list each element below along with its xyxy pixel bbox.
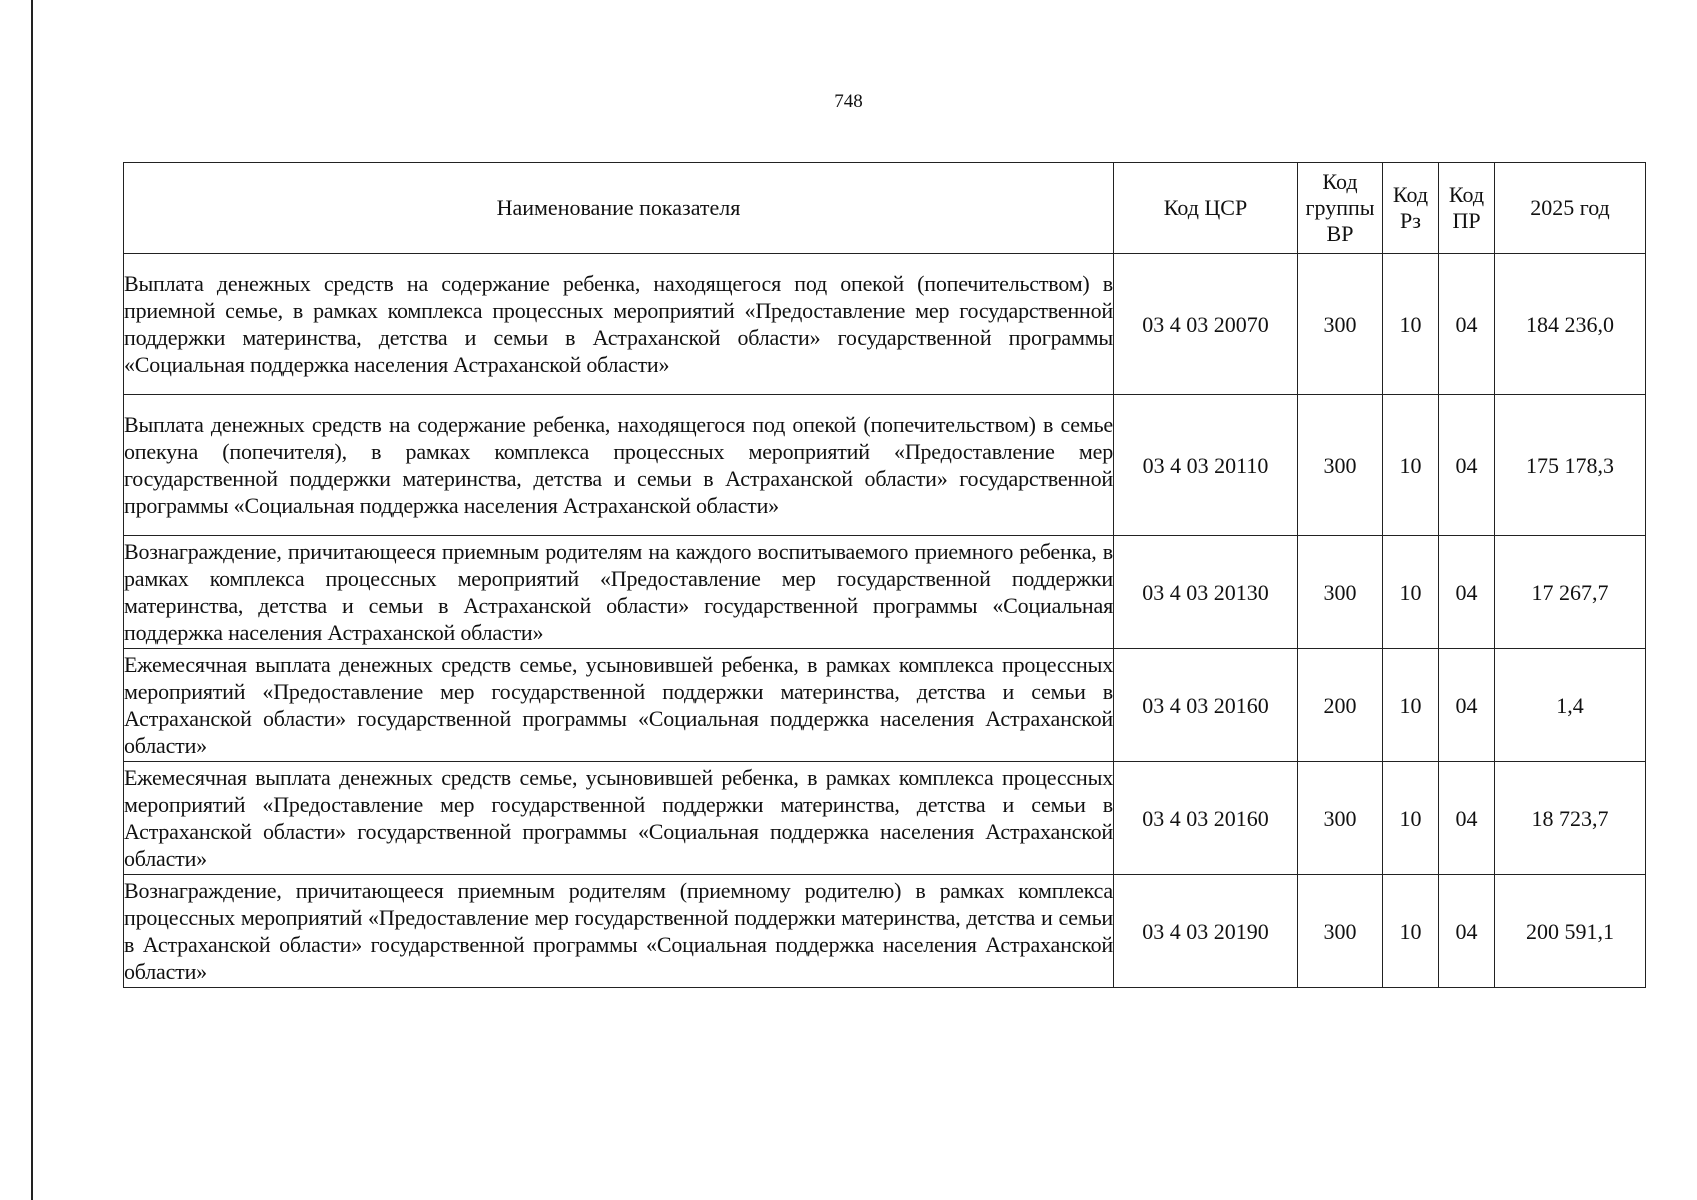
row-vr: 300 [1298,762,1383,875]
row-vr: 300 [1298,875,1383,988]
row-amount: 184 236,0 [1495,254,1646,395]
row-csr: 03 4 03 20070 [1114,254,1298,395]
row-vr: 300 [1298,254,1383,395]
header-year: 2025 год [1495,163,1646,254]
row-name: Ежемесячная выплата денежных средств семье, усыновившей ребенка, в рамках комплекса процессных мероприятий «Предоставление мер государственной поддержки материнства, детства и семьи в Астраханской области» государственной программы «Социальная поддержка населения Астраханской области» [124,649,1114,762]
row-rz: 10 [1383,649,1439,762]
row-rz: 10 [1383,875,1439,988]
budget-table [123,162,1646,988]
row-amount: 1,4 [1495,649,1646,762]
row-rz: 10 [1383,762,1439,875]
row-amount: 200 591,1 [1495,875,1646,988]
table-header-row [124,163,1646,254]
table-row [124,649,1646,762]
row-vr: 200 [1298,649,1383,762]
row-vr: 300 [1298,395,1383,536]
row-pr: 04 [1439,254,1495,395]
table-row [124,254,1646,395]
row-pr: 04 [1439,395,1495,536]
row-amount: 175 178,3 [1495,395,1646,536]
row-rz: 10 [1383,395,1439,536]
row-amount: 18 723,7 [1495,762,1646,875]
row-csr: 03 4 03 20160 [1114,649,1298,762]
table-row [124,536,1646,649]
row-amount: 17 267,7 [1495,536,1646,649]
binding-line [31,0,33,1200]
row-name: Вознаграждение, причитающееся приемным родителям на каждого воспитываемого приемного ребенка, в рамках комплекса процессных мероприятий «Предоставление мер государственной поддержки материнства, детства и семьи в Астраханской области» государственной программы «Социальная поддержка населения Астраханской области» [124,536,1114,649]
row-name: Вознаграждение, причитающееся приемным родителям (приемному родителю) в рамках комплекса процессных мероприятий «Предоставление мер государственной поддержки материнства, детства и семьи в Астраханской области» государственной программы «Социальная поддержка населения Астраханской области» [124,875,1114,988]
row-name: Выплата денежных средств на содержание ребенка, находящегося под опекой (попечительством) в приемной семье, в рамках комплекса процессных мероприятий «Предоставление мер государственной поддержки материнства, детства и семьи в Астраханской области» государственной программы «Социальная поддержка населения Астраханской области» [124,254,1114,395]
header-csr: Код ЦСР [1114,163,1298,254]
row-pr: 04 [1439,875,1495,988]
row-rz: 10 [1383,254,1439,395]
table-row [124,875,1646,988]
row-name: Ежемесячная выплата денежных средств семье, усыновившей ребенка, в рамках комплекса процессных мероприятий «Предоставление мер государственной поддержки материнства, детства и семьи в Астраханской области» государственной программы «Социальная поддержка населения Астраханской области» [124,762,1114,875]
row-pr: 04 [1439,762,1495,875]
row-name: Выплата денежных средств на содержание ребенка, находящегося под опекой (попечительством) в семье опекуна (попечителя), в рамках комплекса процессных мероприятий «Предоставление мер государственной поддержки материнства, детства и семьи в Астраханской области» государственной программы «Социальная поддержка населения Астраханской области» [124,395,1114,536]
row-pr: 04 [1439,536,1495,649]
row-pr: 04 [1439,649,1495,762]
row-csr: 03 4 03 20130 [1114,536,1298,649]
row-csr: 03 4 03 20160 [1114,762,1298,875]
row-vr: 300 [1298,536,1383,649]
header-vr: Код группы ВР [1298,163,1383,254]
row-rz: 10 [1383,536,1439,649]
row-csr: 03 4 03 20110 [1114,395,1298,536]
header-rz: Код Рз [1383,163,1439,254]
table-row [124,395,1646,536]
page-number: 748 [834,91,863,112]
row-csr: 03 4 03 20190 [1114,875,1298,988]
header-pr: Код ПР [1439,163,1495,254]
table-row [124,762,1646,875]
header-name: Наименование показателя [124,163,1114,254]
